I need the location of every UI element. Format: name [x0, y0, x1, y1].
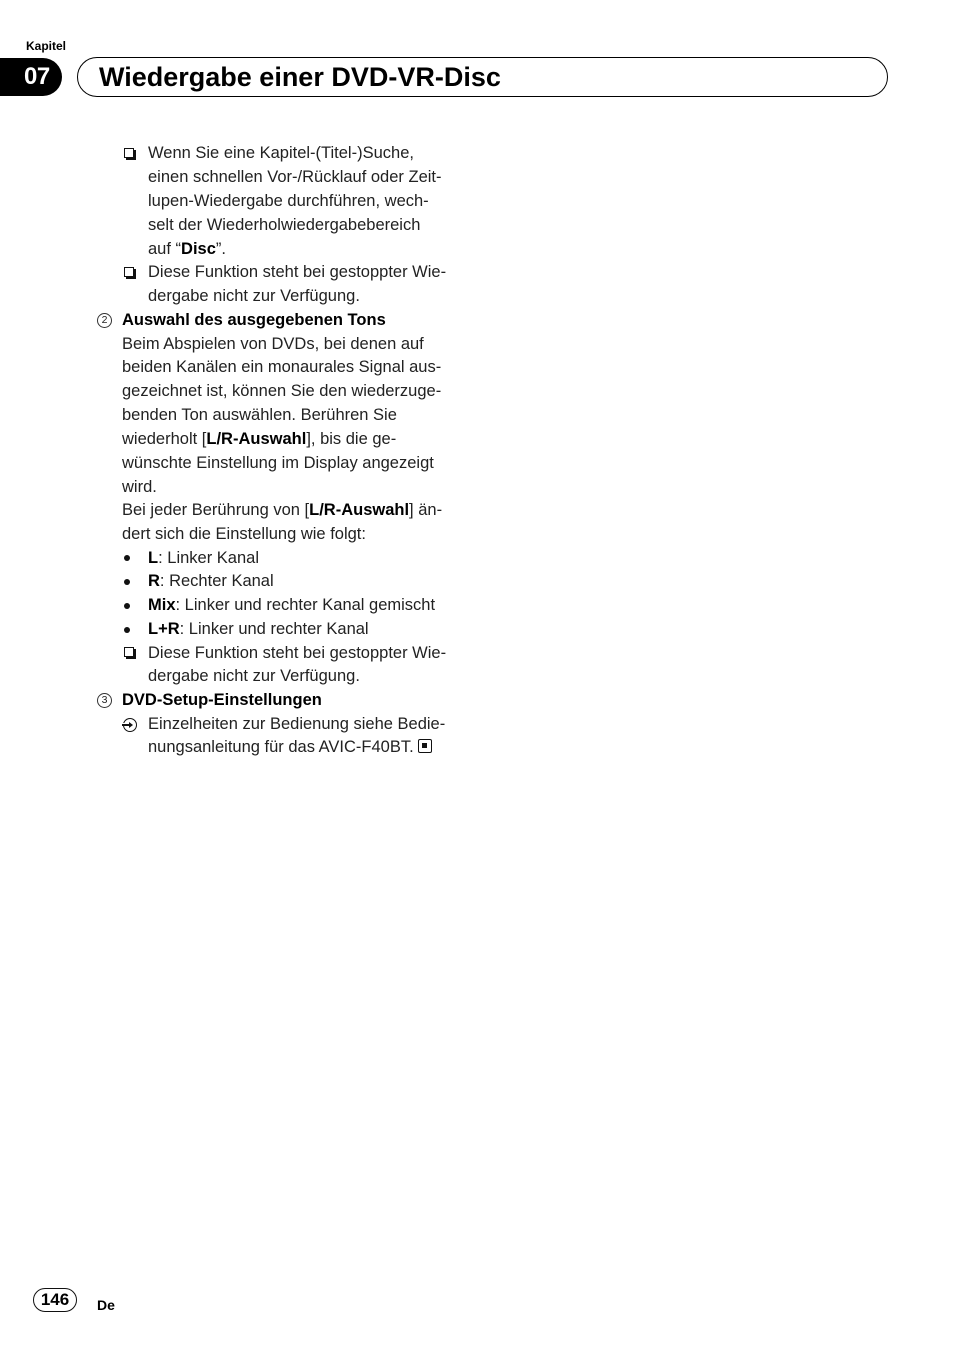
section-number-icon: 2 — [97, 313, 112, 328]
note-checkbox-icon — [124, 647, 134, 657]
text-fragment: Bei jeder Berührung von [ — [122, 501, 310, 519]
heading-text: Auswahl des ausgegebenen Tons — [122, 311, 386, 329]
list-item — [148, 547, 259, 571]
bold-term: Disc — [181, 240, 216, 258]
text-fragment: ”. — [215, 240, 226, 258]
option-key: L+R — [148, 620, 180, 638]
page-title: Wiedergabe einer DVD-VR-Disc — [99, 62, 501, 92]
option-desc: : Linker Kanal — [158, 549, 259, 567]
option-desc: : Linker und rechter Kanal gemischt — [175, 596, 436, 614]
text-line: Diese Funktion steht bei gestoppter Wie- — [148, 263, 447, 281]
text-fragment: ] än- — [409, 501, 443, 519]
chapter-number-badge: 07 — [0, 58, 62, 96]
list-item — [148, 594, 435, 618]
text-line: Einzelheiten zur Bedienung siehe Bedie- — [148, 715, 446, 733]
bold-term: L/R-Auswahl — [309, 501, 410, 519]
option-key: R — [148, 572, 160, 590]
option-desc: : Linker und rechter Kanal — [179, 620, 369, 638]
option-key: Mix — [148, 596, 176, 614]
list-item — [148, 618, 369, 642]
list-item — [148, 570, 274, 594]
text-line — [148, 736, 432, 760]
note-checkbox-icon — [124, 148, 134, 158]
text-fragment: nungsanleitung für das AVIC-F40BT. — [148, 738, 414, 756]
text-line: dergabe nicht zur Verfügung. — [148, 667, 360, 685]
section-heading — [122, 309, 386, 333]
option-key: L — [148, 549, 159, 567]
text-line: dert sich die Einstellung wie folgt: — [122, 525, 366, 543]
text-line — [122, 428, 396, 452]
text-fragment: wiederholt [ — [122, 430, 207, 448]
text-fragment: ], bis die ge- — [306, 430, 397, 448]
text-line: Beim Abspielen von DVDs, bei denen auf — [122, 335, 424, 353]
reference-arrow-icon — [123, 718, 137, 732]
text-fragment: auf “ — [148, 240, 182, 258]
page-number: 146 — [33, 1288, 77, 1312]
text-line: selt der Wiederholwiedergabebereich — [148, 216, 421, 234]
text-line: wird. — [122, 478, 157, 496]
text-line — [148, 238, 226, 262]
bold-term: L/R-Auswahl — [206, 430, 307, 448]
note-checkbox-icon — [124, 267, 134, 277]
text-line: dergabe nicht zur Verfügung. — [148, 287, 360, 305]
chapter-title-box — [77, 57, 888, 97]
bullet-icon — [124, 555, 130, 561]
text-line: wünschte Einstellung im Display angezeigt — [122, 454, 434, 472]
end-of-section-icon — [418, 739, 432, 753]
text-line: lupen-Wiedergabe durchführen, wech- — [148, 192, 429, 210]
text-line: benden Ton auswählen. Berühren Sie — [122, 406, 397, 424]
language-code: De — [97, 1297, 115, 1313]
bullet-icon — [124, 579, 130, 585]
text-line: einen schnellen Vor-/Rücklauf oder Zeit- — [148, 168, 442, 186]
text-line: Diese Funktion steht bei gestoppter Wie- — [148, 644, 447, 662]
text-line: beiden Kanälen ein monaurales Signal aus- — [122, 358, 442, 376]
heading-text: DVD-Setup-Einstellungen — [122, 691, 322, 709]
option-desc: : Rechter Kanal — [159, 572, 274, 590]
bullet-icon — [124, 627, 130, 633]
section-heading — [122, 689, 322, 713]
text-line: Wenn Sie eine Kapitel-(Titel-)Suche, — [148, 144, 414, 162]
text-line — [122, 499, 442, 523]
text-line: gezeichnet ist, können Sie den wiederzuge- — [122, 382, 442, 400]
bullet-icon — [124, 603, 130, 609]
section-number-icon: 3 — [97, 693, 112, 708]
chapter-label: Kapitel — [26, 39, 67, 53]
